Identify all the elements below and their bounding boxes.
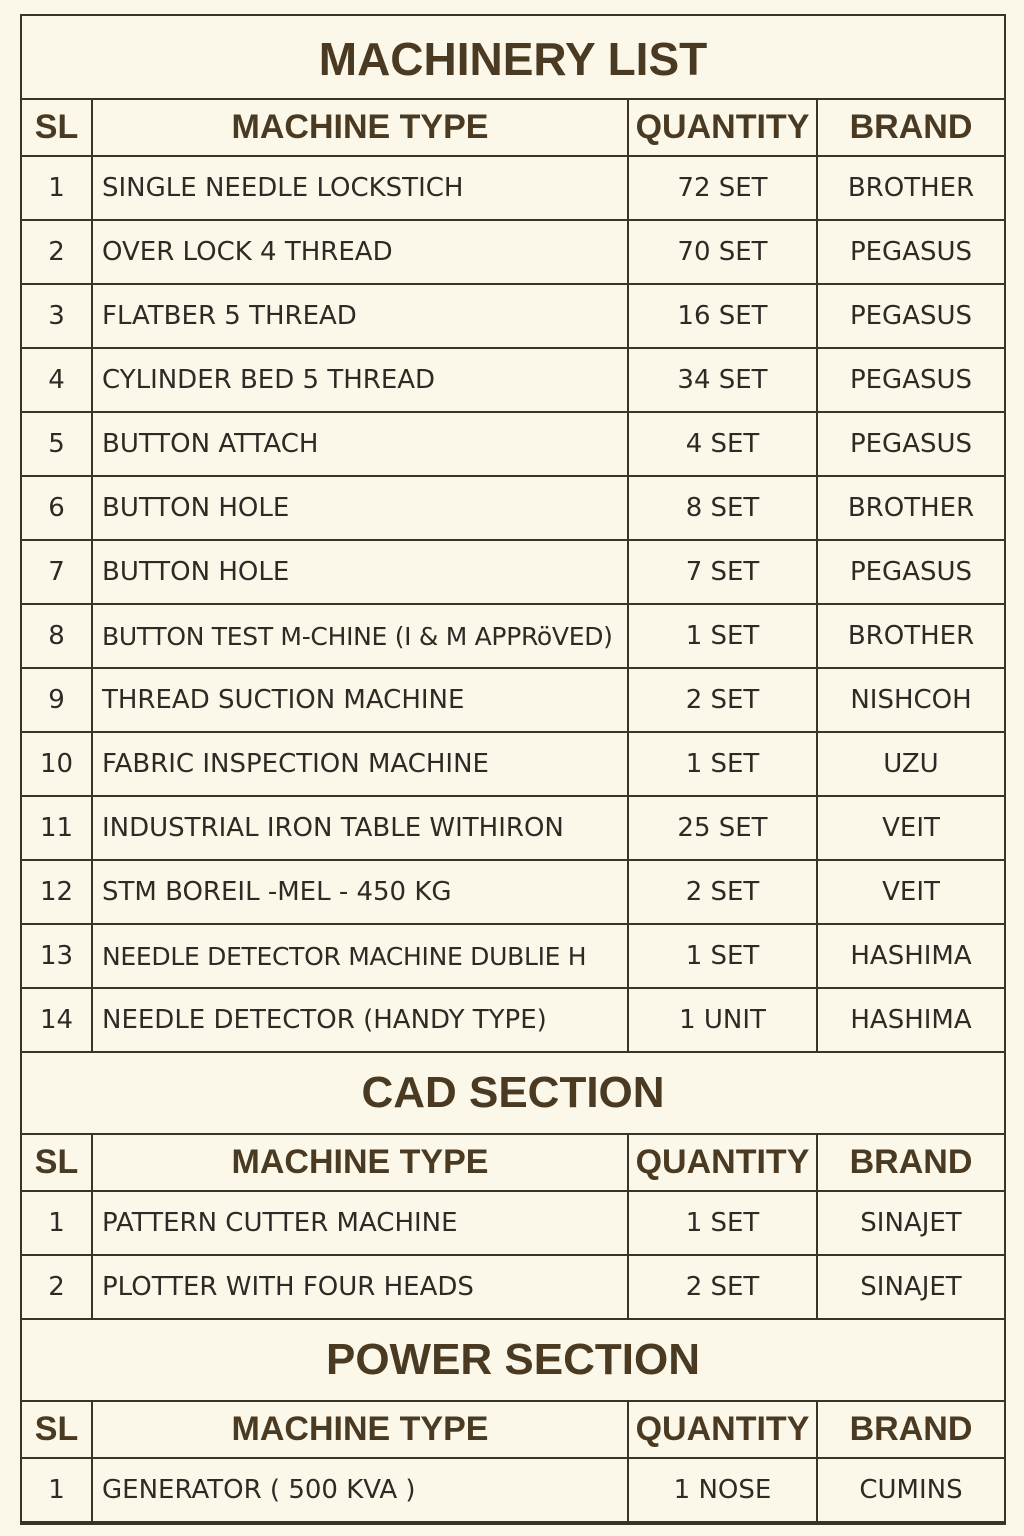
header-sl: SL (22, 100, 92, 156)
machinery-document (20, 14, 1006, 1525)
sl-cell: 12 (22, 860, 92, 924)
quantity-cell: 1 UNIT (628, 988, 817, 1052)
quantity-cell: 16 SET (628, 284, 817, 348)
sl-cell: 4 (22, 348, 92, 412)
sl-cell: 7 (22, 540, 92, 604)
sl-cell: 2 (22, 1255, 92, 1319)
quantity-cell: 70 SET (628, 220, 817, 284)
table-row (22, 476, 1004, 540)
brand-cell: SINAJET (817, 1191, 1004, 1255)
sl-cell: 1 (22, 1191, 92, 1255)
sl-cell: 1 (22, 1458, 92, 1522)
table-row (22, 1191, 1004, 1255)
table-row (22, 284, 1004, 348)
header-machine-type: MACHINE TYPE (92, 1402, 628, 1458)
header-brand: BRAND (817, 1402, 1004, 1458)
quantity-cell: 4 SET (628, 412, 817, 476)
table-row (22, 220, 1004, 284)
machine-type-cell: INDUSTRIAL IRON TABLE WITHIRON (92, 796, 628, 860)
table-row (22, 1255, 1004, 1319)
section-table (22, 100, 1004, 1053)
section-table (22, 1402, 1004, 1523)
header-quantity: QUANTITY (628, 100, 817, 156)
quantity-cell: 1 SET (628, 604, 817, 668)
quantity-cell: 34 SET (628, 348, 817, 412)
brand-cell: VEIT (817, 860, 1004, 924)
table-row (22, 796, 1004, 860)
machine-type-cell: PATTERN CUTTER MACHINE (92, 1191, 628, 1255)
machine-type-cell: BUTTON ATTACH (92, 412, 628, 476)
quantity-cell: 1 NOSE (628, 1458, 817, 1522)
header-sl: SL (22, 1135, 92, 1191)
header-brand: BRAND (817, 100, 1004, 156)
section-title: POWER SECTION (22, 1320, 1004, 1402)
brand-cell: HASHIMA (817, 924, 1004, 988)
machine-type-cell: BUTTON HOLE (92, 540, 628, 604)
table-row (22, 348, 1004, 412)
machine-type-cell: BUTTON HOLE (92, 476, 628, 540)
brand-cell: PEGASUS (817, 348, 1004, 412)
sl-cell: 3 (22, 284, 92, 348)
quantity-cell: 8 SET (628, 476, 817, 540)
brand-cell: BROTHER (817, 476, 1004, 540)
quantity-cell: 1 SET (628, 1191, 817, 1255)
table-row (22, 156, 1004, 220)
quantity-cell: 7 SET (628, 540, 817, 604)
table-row (22, 732, 1004, 796)
brand-cell: PEGASUS (817, 412, 1004, 476)
header-machine-type: MACHINE TYPE (92, 100, 628, 156)
table-row (22, 540, 1004, 604)
machine-type-cell: NEEDLE DETECTOR (HANDY TYPE) (92, 988, 628, 1052)
brand-cell: UZU (817, 732, 1004, 796)
quantity-cell: 2 SET (628, 1255, 817, 1319)
sl-cell: 10 (22, 732, 92, 796)
sl-cell: 1 (22, 156, 92, 220)
table-row (22, 924, 1004, 988)
machine-type-cell: NEEDLE DETECTOR MACHINE DUBLIE H (92, 924, 628, 988)
machine-type-cell: OVER LOCK 4 THREAD (92, 220, 628, 284)
table-row (22, 988, 1004, 1052)
sl-cell: 2 (22, 220, 92, 284)
quantity-cell: 25 SET (628, 796, 817, 860)
machine-type-cell: FABRIC INSPECTION MACHINE (92, 732, 628, 796)
machine-type-cell: SINGLE NEEDLE LOCKSTICH (92, 156, 628, 220)
header-sl: SL (22, 1402, 92, 1458)
quantity-cell: 2 SET (628, 668, 817, 732)
header-quantity: QUANTITY (628, 1402, 817, 1458)
header-machine-type: MACHINE TYPE (92, 1135, 628, 1191)
sl-cell: 11 (22, 796, 92, 860)
sl-cell: 9 (22, 668, 92, 732)
brand-cell: VEIT (817, 796, 1004, 860)
machine-type-cell: STM BOREIL -MEL - 450 KG (92, 860, 628, 924)
brand-cell: PEGASUS (817, 220, 1004, 284)
quantity-cell: 1 SET (628, 924, 817, 988)
machine-type-cell: FLATBER 5 THREAD (92, 284, 628, 348)
quantity-cell: 72 SET (628, 156, 817, 220)
table-row (22, 412, 1004, 476)
sl-cell: 6 (22, 476, 92, 540)
header-quantity: QUANTITY (628, 1135, 817, 1191)
brand-cell: PEGASUS (817, 284, 1004, 348)
sl-cell: 8 (22, 604, 92, 668)
machine-type-cell: PLOTTER WITH FOUR HEADS (92, 1255, 628, 1319)
brand-cell: HASHIMA (817, 988, 1004, 1052)
sl-cell: 5 (22, 412, 92, 476)
table-row (22, 1458, 1004, 1522)
brand-cell: BROTHER (817, 604, 1004, 668)
brand-cell: PEGASUS (817, 540, 1004, 604)
section-table (22, 1135, 1004, 1320)
header-brand: BRAND (817, 1135, 1004, 1191)
sl-cell: 13 (22, 924, 92, 988)
quantity-cell: 2 SET (628, 860, 817, 924)
brand-cell: NISHCOH (817, 668, 1004, 732)
table-row (22, 668, 1004, 732)
brand-cell: SINAJET (817, 1255, 1004, 1319)
table-row (22, 604, 1004, 668)
brand-cell: BROTHER (817, 156, 1004, 220)
header-row (22, 100, 1004, 156)
section-title: MACHINERY LIST (22, 16, 1004, 100)
machine-type-cell: THREAD SUCTION MACHINE (92, 668, 628, 732)
machine-type-cell: BUTTON TEST M-CHINE (I & M APPRöVED) (92, 604, 628, 668)
quantity-cell: 1 SET (628, 732, 817, 796)
header-row (22, 1135, 1004, 1191)
machine-type-cell: GENERATOR ( 500 KVA ) (92, 1458, 628, 1522)
header-row (22, 1402, 1004, 1458)
section-title: CAD SECTION (22, 1053, 1004, 1135)
table-row (22, 860, 1004, 924)
sl-cell: 14 (22, 988, 92, 1052)
brand-cell: CUMINS (817, 1458, 1004, 1522)
machine-type-cell: CYLINDER BED 5 THREAD (92, 348, 628, 412)
